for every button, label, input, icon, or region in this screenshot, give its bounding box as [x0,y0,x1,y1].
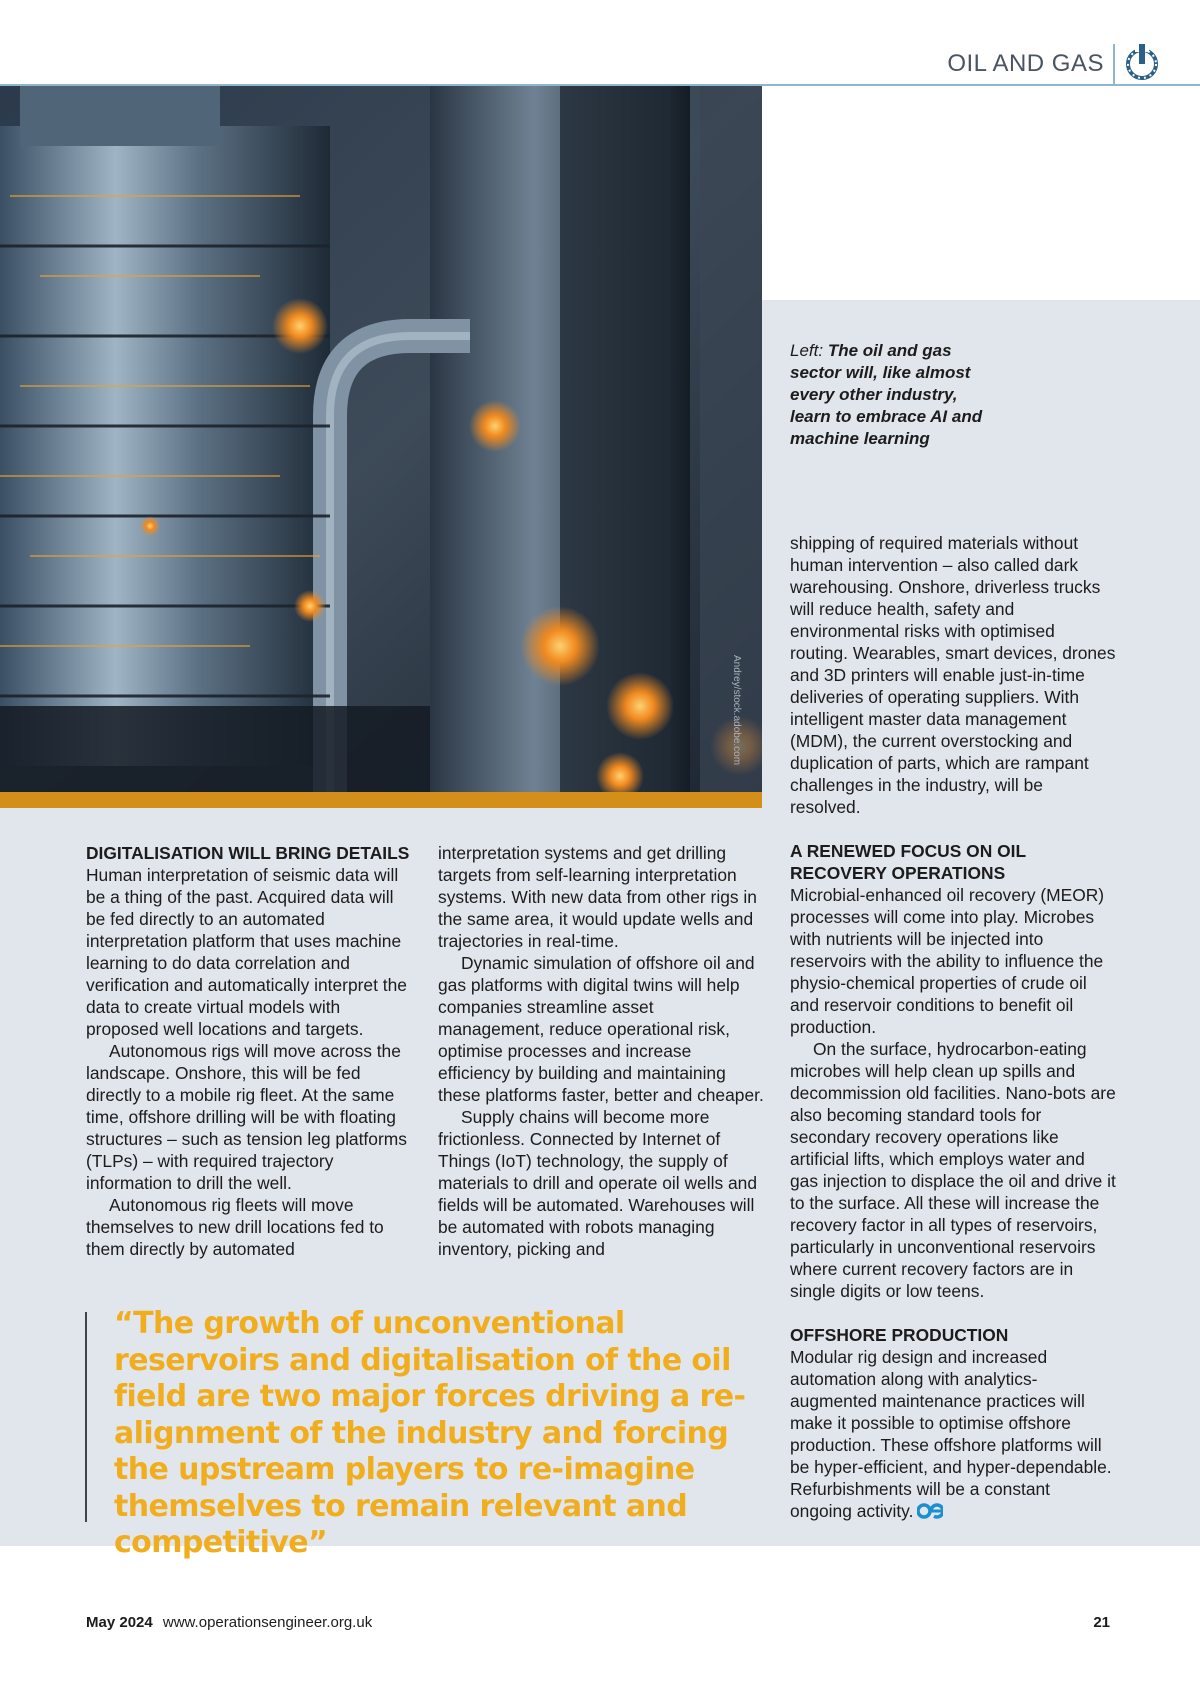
paragraph: Supply chains will become more frictionless. Connected by Internet of Things (IoT) technology, the supply of materials to drill and operate oil wells and fields will be automated. Warehouses will be automated with robots managing inventory, picking and [438,1107,757,1259]
photo-credit: Andrey/stock.adobe.com [731,655,742,766]
paragraph: shipping of required materials without human intervention – also called dark warehousing. Onshore, driverless trucks will reduce health, safety and environmental risks with optimised routing. Wearables, smart devices, drones and 3D printers will enable just-in-time deliveries of operating suppliers. With intelligent master data management (MDM), the current overstocking and duplication of parts, which are rampant challenges in the industry, will be resolved. [790,533,1116,817]
article-column-3 [790,532,1116,1522]
section-label: OIL AND GAS [947,50,1104,77]
footer-left [86,1614,372,1631]
oe-logo-icon [917,1503,943,1519]
section-divider [1113,44,1115,84]
refinery-photo [0,86,762,808]
paragraph: interpretation systems and get drilling targets from self-learning interpretation systems. With new data from other rigs in the same area, it would update wells and trajectories in real-time. [438,843,757,951]
paragraph: On the surface, hydrocarbon-eating microbes will help clean up spills and decommission old facilities. Nano-bots are also becoming standard tools for secondary recovery operations like artificial lifts, which employs water and gas injection to displace the oil and drive it to the surface. All these will increase the recovery factor in all types of reservoirs, particularly in unconventional reservoirs where current recovery factors are in single digits or low teens. [790,1039,1116,1301]
paragraph: Autonomous rigs will move across the landscape. Onshore, this will be fed directly to a mobile rig fleet. At the same time, offshore drilling will be with floating structures – such as tension leg platforms (TLPs) – with required trajectory information to drill the well. [86,1041,407,1193]
paragraph: Microbial-enhanced oil recovery (MEOR) processes will come into play. Microbes with nutrients will be injected into reservoirs with the ability to influence the physio-chemical properties of crude oil and reservoir conditions to benefit oil production. [790,885,1105,1037]
power-icon [1124,42,1160,82]
heading-offshore-production: OFFSHORE PRODUCTION [790,1325,1009,1345]
paragraph: Human interpretation of seismic data will be a thing of the past. Acquired data will be fed directly to an automated interpretation platform that uses machine learning to do data correlation and verification and automatically interpret the data to create virtual models with proposed well locations and targets. [86,865,407,1039]
page-number: 21 [1093,1614,1110,1631]
article-column-1 [86,842,412,1260]
pullquote-rule [85,1312,87,1522]
issue-date: May 2024 [86,1614,153,1631]
heading-oil-recovery: A RENEWED FOCUS ON OIL RECOVERY OPERATIONS [790,841,1026,883]
caption-text: The oil and gas sector will, like almost every other industry, learn to embrace AI and machine learning [790,341,983,448]
paragraph: Modular rig design and increased automation along with analytics-augmented maintenance practices will make it possible to optimise offshore production. These offshore platforms will be hyper-efficient, and hyper-dependable. Refurbishments will be a constant ongoing activity. [790,1347,1112,1521]
image-caption [790,340,1000,450]
paragraph: Autonomous rig fleets will move themselves to new drill locations fed to them directly by automated [86,1195,384,1259]
caption-lead: Left: [790,341,824,360]
article-column-2 [438,842,764,1260]
heading-digitalisation: DIGITALISATION WILL BRING DETAILS [86,843,410,863]
website-link[interactable]: www.operationsengineer.org.uk [162,1614,373,1631]
paragraph: Dynamic simulation of offshore oil and gas platforms with digital twins will help companies streamline asset management, reduce operational risk, optimise processes and increase efficiency by building and maintaining these platforms faster, better and cheaper. [438,953,764,1105]
photo-accent-strip [0,792,762,808]
paragraph-with-end-mark [790,1346,1116,1522]
pullquote: “The growth of unconventional reservoirs and digitalisation of the oil field are two major forces driving a re-alignment of the industry and forcing the upstream players to re-imagine themselves to remain relevant and competitive” [114,1306,746,1560]
